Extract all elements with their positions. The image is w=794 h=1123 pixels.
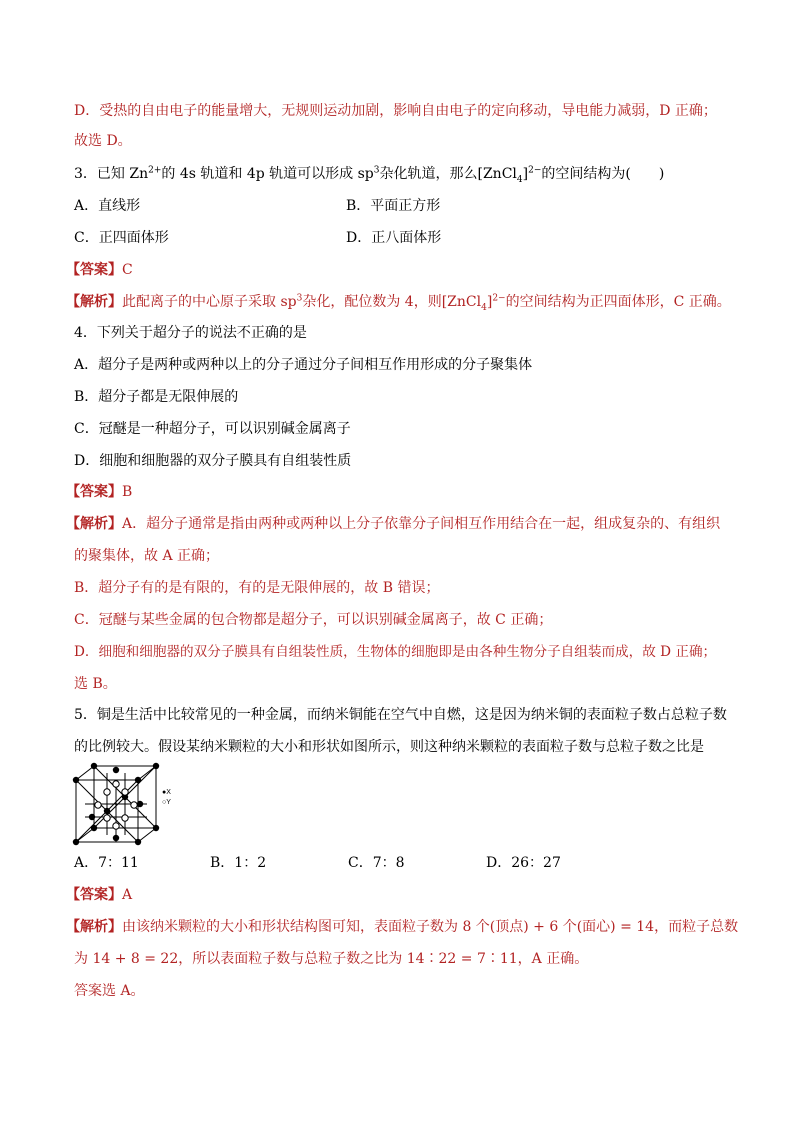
question-4-option-a: A．超分子是两种或两种以上的分子通过分子间相互作用形成的分子聚集体 xyxy=(74,357,533,373)
question-5-analysis-line-1: 【解析】由该纳米颗粒的大小和形状结构图可知，表面粒子数为 8 个(顶点) + 6 个(面心) = 14，而粒子总数 xyxy=(66,919,739,935)
question-4-analysis-line-1: 【解析】A．超分子通常是指由两种或两种以上分子依靠分子间相互作用结合在一起，组成复杂的、有组织 xyxy=(66,516,721,532)
question-5-analysis-line-2: 为 14 + 8 = 22，所以表面粒子数与总粒子数之比为 14∶22 = 7∶11，A 正确。 xyxy=(74,951,589,967)
question-5-stem-line-1: 5．铜是生活中比较常见的一种金属，而纳米铜能在空气中自燃，这是因为纳米铜的表面粒子数占总粒子数 xyxy=(74,707,727,723)
question-3-option-d: D．正八面体形 xyxy=(346,230,442,246)
question-4-analysis-line-6: 选 B。 xyxy=(74,676,117,692)
question-4-stem: 4．下列关于超分子的说法不正确的是 xyxy=(74,325,307,341)
question-5-analysis-line-3: 答案选 A。 xyxy=(74,983,145,999)
question-5-option-d: D．26：27 xyxy=(486,855,561,871)
question-5-option-c: C．7：8 xyxy=(348,855,405,871)
question-3-analysis: 【解析】此配离子的中心原子采取 $sp^3$杂化，配位数为 4，则[ZnCl$_4$]$^{2-}$的空间结构为正四面体形，C 正确。 xyxy=(66,293,731,313)
question-3-option-b: B．平面正方形 xyxy=(346,198,441,214)
question-4-analysis-line-4: C．冠醚与某些金属的包合物都是超分子，可以识别碱金属离子，故 C 正确； xyxy=(74,612,553,628)
question-4-option-c: C．冠醚是一种超分子，可以识别碱金属离子 xyxy=(74,421,351,437)
question-3-option-a: A．直线形 xyxy=(74,198,141,214)
question-4-analysis-line-3: B．超分子有的是有限的，有的是无限伸展的，故 B 错误； xyxy=(74,580,440,596)
option-d-explanation: D．受热的自由电子的能量增大，无规则运动加剧，影响自由电子的定向移动，导电能力减弱，D 正确； xyxy=(74,103,717,119)
legend-y: ○Y xyxy=(162,799,171,806)
question-3-option-c: C．正四面体形 xyxy=(74,230,169,246)
question-3-stem: 3．已知 $Zn^{2+}$的 4s 轨道和 4p 轨道可以形成 $sp^3$杂化轨道，那么[ZnCl$_4$]$^{2-}$的空间结构为( ) xyxy=(74,165,665,185)
question-4-option-b: B．超分子都是无限伸展的 xyxy=(74,389,239,405)
question-4-answer: 【答案】B xyxy=(66,484,133,500)
conclusion-text: 故选 D。 xyxy=(74,133,132,149)
question-5-stem-line-2: 的比例较大。假设某纳米颗粒的大小和形状如图所示，则这种纳米颗粒的表面粒子数与总粒子数之比是 xyxy=(74,739,704,755)
legend-x: ●X xyxy=(162,789,171,796)
nanoparticle-structure-figure xyxy=(70,762,190,846)
question-5-answer: 【答案】A xyxy=(66,887,133,903)
question-5-option-b: B．1：2 xyxy=(210,855,267,871)
question-4-analysis-line-5: D．细胞和细胞器的双分子膜具有自组装性质，生物体的细胞即是由各种生物分子自组装而成，故 D 正确； xyxy=(74,644,717,660)
question-4-analysis-line-2: 的聚集体，故 A 正确； xyxy=(74,548,220,564)
question-5-option-a: A．7：11 xyxy=(74,855,139,871)
question-3-answer: 【答案】C xyxy=(66,262,133,278)
question-4-option-d: D．细胞和细胞器的双分子膜具有自组装性质 xyxy=(74,453,352,469)
